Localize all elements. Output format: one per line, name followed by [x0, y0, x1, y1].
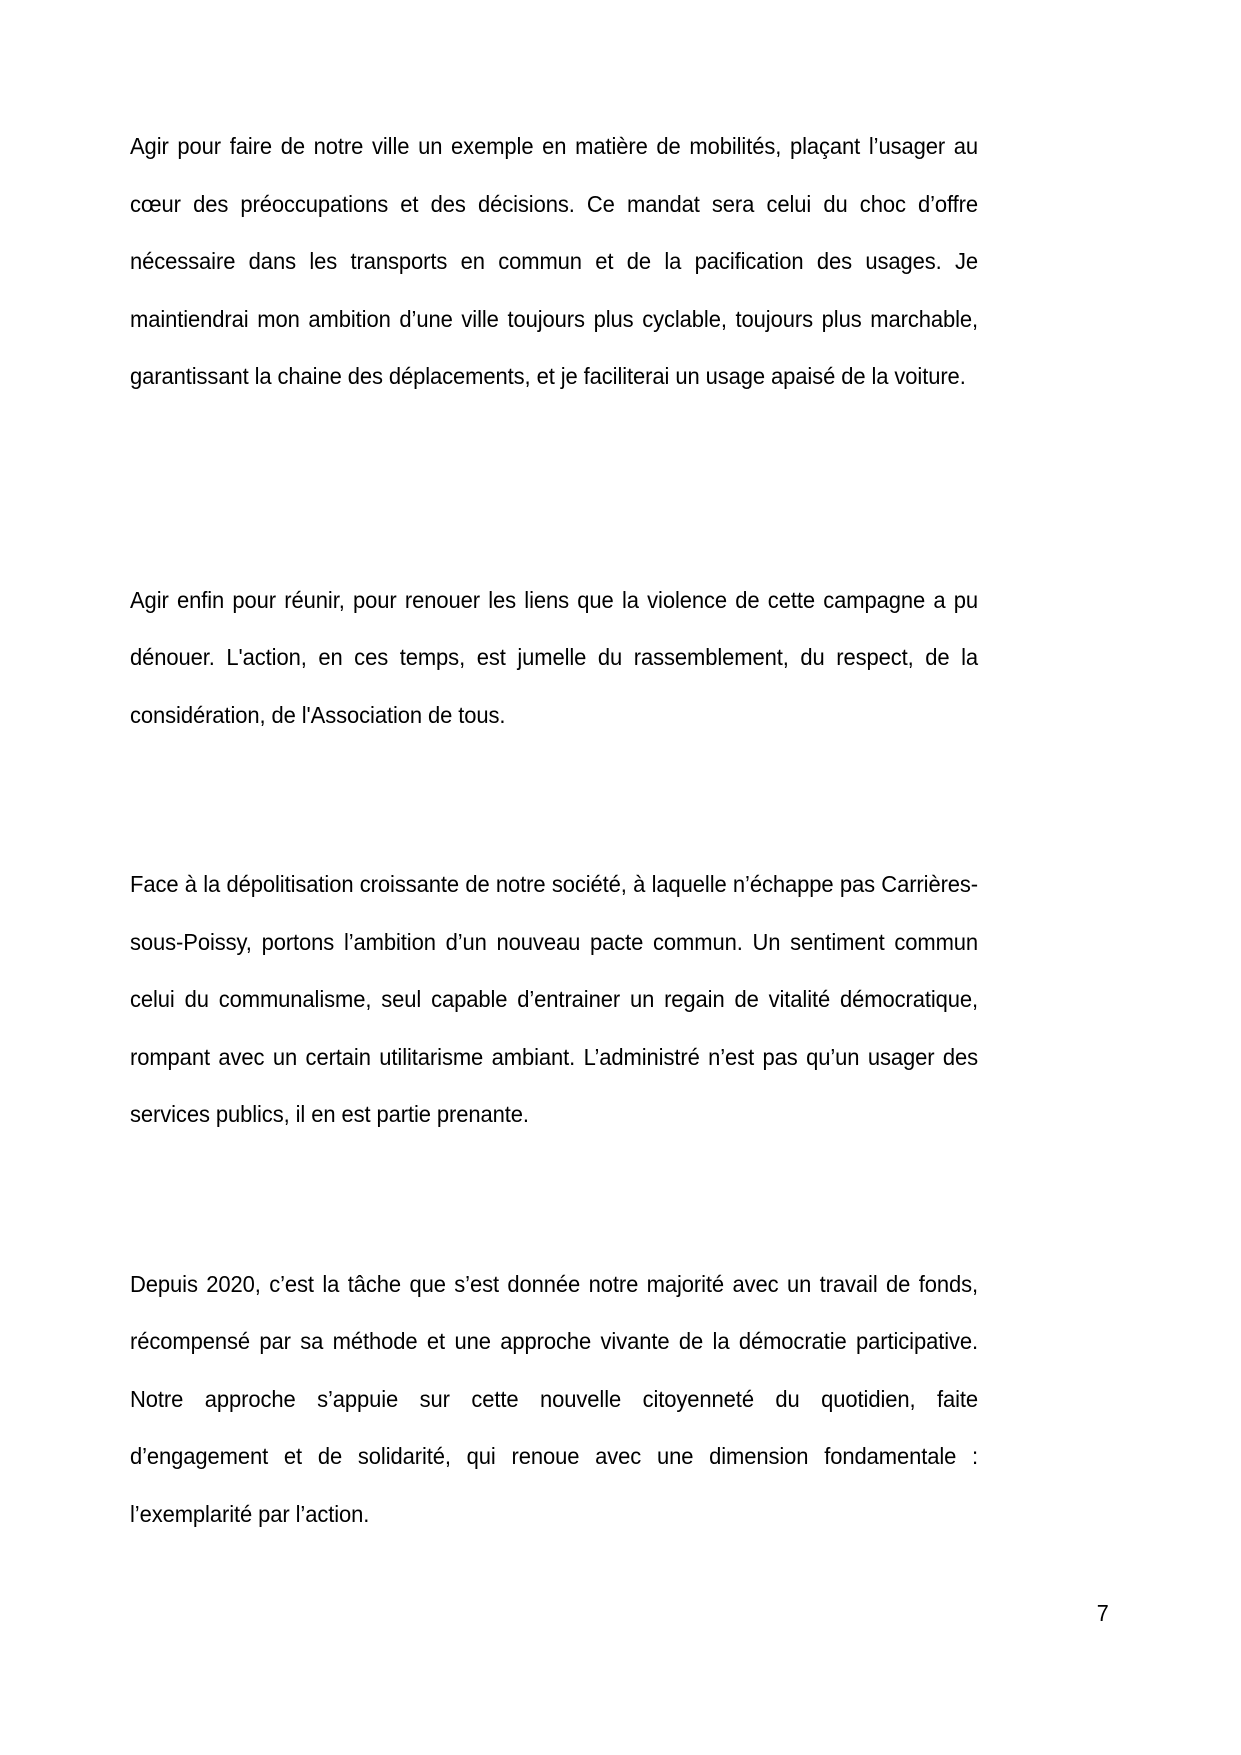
paragraph-spacer — [130, 1144, 978, 1256]
paragraph-spacer — [130, 744, 978, 856]
page-number: 7 — [1096, 1600, 1109, 1626]
document-body — [130, 118, 978, 1543]
paragraph-mobilites: Agir pour faire de notre ville un exemple en matière de mobilités, plaçant l’usager au cœur des préoccupations et des décisions. Ce mandat sera celui du choc d’offre nécessaire dans les transports en commun et de la pacification des usages. Je maintiendrai mon ambition d’une ville toujours plus cyclable, toujours plus marchable, garantissant la chaine des déplacements, et je faciliterai un usage apaisé de la voiture. — [130, 133, 979, 389]
paragraph-spacer — [130, 406, 978, 572]
paragraph-depolitisation: Face à la dépolitisation croissante de notre société, à laquelle n’échappe pas Carrières-sous-Poissy, portons l’ambition d’un nouveau pacte commun. Un sentiment commun celui du communalisme, seul capable d’entrainer un regain de vitalité démocratique, rompant avec un certain utilitarisme ambiant. L’administré n’est pas qu’un usager des services publics, il en est partie prenante. — [130, 871, 979, 1127]
paragraph-reunir: Agir enfin pour réunir, pour renouer les liens que la violence de cette campagne a pu dénouer. L'action, en ces temps, est jumelle du rassemblement, du respect, de la considération, de l'Association de tous. — [130, 586, 979, 728]
paragraph-depuis-2020: Depuis 2020, c’est la tâche que s’est donnée notre majorité avec un travail de fonds, récompensé par sa méthode et une approche vivante de la démocratie participative. Notre approche s’appuie sur cette nouvelle citoyenneté du quotidien, faite d’engagement et de solidarité, qui renoue avec une dimension fondamentale : l’exemplarité par l’action. — [130, 1270, 979, 1527]
